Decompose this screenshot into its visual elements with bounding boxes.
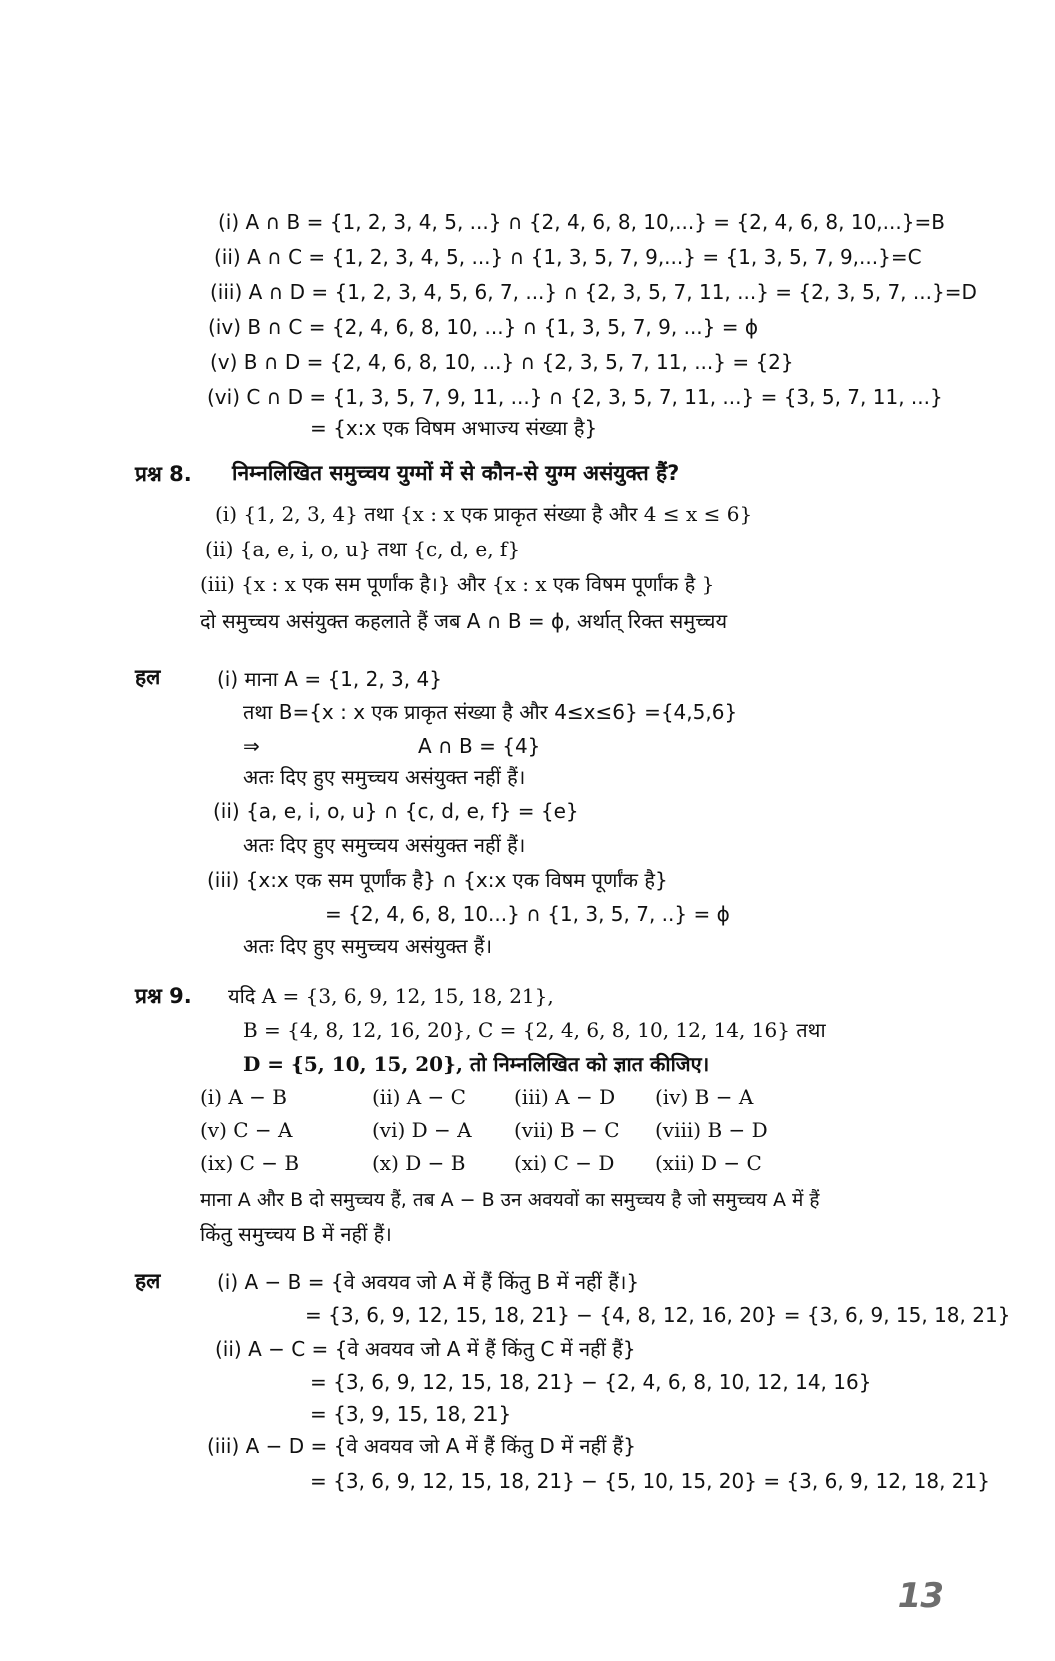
q9-grid-r1-c1: (i) A − B [200,1085,287,1109]
solution-9-line-4: = {3, 6, 9, 12, 15, 18, 21} − {2, 4, 6, 8, 10, 12, 14, 16} [310,1370,872,1394]
intersection-line-5: (v) B ∩ D = {2, 4, 6, 8, 10, ...} ∩ {2, 3, 5, 7, 11, ...} = {2} [210,350,794,374]
solution-9-line-3: (ii) A − C = {वे अवयव जो A में हैं किंतु C में नहीं हैं} [215,1337,636,1361]
page-number: 13 [897,1576,943,1616]
q9-grid-r3-c1: (ix) C − B [200,1151,300,1175]
solution-9-line-5: = {3, 9, 15, 18, 21} [310,1402,512,1426]
q9-grid-r1-c3: (iii) A − D [514,1085,616,1109]
solution-9-line-1: (i) A − B = {वे अवयव जो A में हैं किंतु B में नहीं हैं।} [217,1270,640,1294]
question-9-line-3: D = {5, 10, 15, 20}, तो निम्नलिखित को ज्ञात कीजिए। [243,1052,710,1076]
solution-8-implies: ⇒ [243,734,260,758]
solution-9-label: हल [135,1269,161,1293]
q9-grid-r3-c4: (xii) D − C [655,1151,762,1175]
solution-8-line-2: तथा B={x : x एक प्राकृत संख्या है और 4≤x≤6} ={4,5,6} [243,700,738,724]
solution-8-line-1: (i) माना A = {1, 2, 3, 4} [217,667,442,691]
question-8-note: दो समुच्चय असंयुक्त कहलाते हैं जब A ∩ B = ϕ, अर्थात् रिक्त समुच्चय [200,609,728,633]
intersection-line-7: = {x:x एक विषम अभाज्य संख्या है} [310,416,598,440]
question-9-note-line-2: किंतु समुच्चय B में नहीं हैं। [200,1222,392,1246]
q9-grid-r2-c2: (vi) D − A [372,1118,472,1142]
solution-8-line-5: (ii) {a, e, i, o, u} ∩ {c, d, e, f} = {e} [213,799,579,823]
question-8-text: निम्नलिखित समुच्चय युग्मों में से कौन-से युग्म असंयुक्त हैं? [232,461,680,485]
intersection-line-3: (iii) A ∩ D = {1, 2, 3, 4, 5, 6, 7, ...} ∩ {2, 3, 5, 7, 11, ...} = {2, 3, 5, 7, ...}=D [210,280,977,304]
solution-9-line-7: = {3, 6, 9, 12, 15, 18, 21} − {5, 10, 15, 20} = {3, 6, 9, 12, 18, 21} [310,1469,990,1493]
q9-grid-r1-c4: (iv) B − A [655,1085,754,1109]
solution-8-line-3: A ∩ B = {4} [418,734,541,758]
solution-8-label: हल [135,665,161,689]
question-9-line-2: B = {4, 8, 12, 16, 20}, C = {2, 4, 6, 8, 10, 12, 14, 16} तथा [243,1018,826,1042]
solution-9-line-2: = {3, 6, 9, 12, 15, 18, 21} − {4, 8, 12, 16, 20} = {3, 6, 9, 15, 18, 21} [305,1303,1011,1327]
solution-8-line-6: अतः दिए हुए समुच्चय असंयुक्त नहीं हैं। [243,833,526,857]
intersection-line-4: (iv) B ∩ C = {2, 4, 6, 8, 10, ...} ∩ {1, 3, 5, 7, 9, ...} = ϕ [208,315,759,339]
question-9-line-1: यदि A = {3, 6, 9, 12, 15, 18, 21}, [228,984,554,1008]
intersection-line-6: (vi) C ∩ D = {1, 3, 5, 7, 9, 11, ...} ∩ {2, 3, 5, 7, 11, ...} = {3, 5, 7, 11, ...} [207,385,943,409]
q9-grid-r3-c3: (xi) C − D [514,1151,615,1175]
q9-grid-r2-c1: (v) C − A [200,1118,293,1142]
intersection-line-2: (ii) A ∩ C = {1, 2, 3, 4, 5, ...} ∩ {1, 3, 5, 7, 9,...} = {1, 3, 5, 7, 9,...}=C [214,245,922,269]
solution-8-line-4: अतः दिए हुए समुच्चय असंयुक्त नहीं हैं। [243,765,526,789]
solution-8-line-8: = {2, 4, 6, 8, 10...} ∩ {1, 3, 5, 7, ..} = ϕ [325,902,730,926]
q9-grid-r2-c4: (viii) B − D [655,1118,768,1142]
question-9-label: प्रश्न 9. [135,984,192,1008]
solution-9-line-6: (iii) A − D = {वे अवयव जो A में हैं किंतु D में नहीं हैं} [207,1434,637,1458]
question-8-part-1: (i) {1, 2, 3, 4} तथा {x : x एक प्राकृत संख्या है और 4 ≤ x ≤ 6} [215,502,753,526]
solution-8-line-9: अतः दिए हुए समुच्चय असंयुक्त हैं। [243,934,493,958]
q9-grid-r2-c3: (vii) B − C [514,1118,620,1142]
q9-grid-r1-c2: (ii) A − C [372,1085,466,1109]
question-9-note-line-1: माना A और B दो समुच्चय हैं, तब A − B उन अवयवों का समुच्चय है जो समुच्चय A में हैं [200,1189,820,1211]
question-8-part-2: (ii) {a, e, i, o, u} तथा {c, d, e, f} [205,537,521,561]
intersection-line-1: (i) A ∩ B = {1, 2, 3, 4, 5, ...} ∩ {2, 4, 6, 8, 10,...} = {2, 4, 6, 8, 10,...}=B [218,210,945,234]
question-8-label: प्रश्न 8. [135,462,192,486]
q9-grid-r3-c2: (x) D − B [372,1151,466,1175]
solution-8-line-7: (iii) {x:x एक सम पूर्णांक है} ∩ {x:x एक विषम पूर्णांक है} [207,868,668,892]
question-8-part-3: (iii) {x : x एक सम पूर्णांक है।} और {x : x एक विषम पूर्णांक है } [200,572,715,596]
